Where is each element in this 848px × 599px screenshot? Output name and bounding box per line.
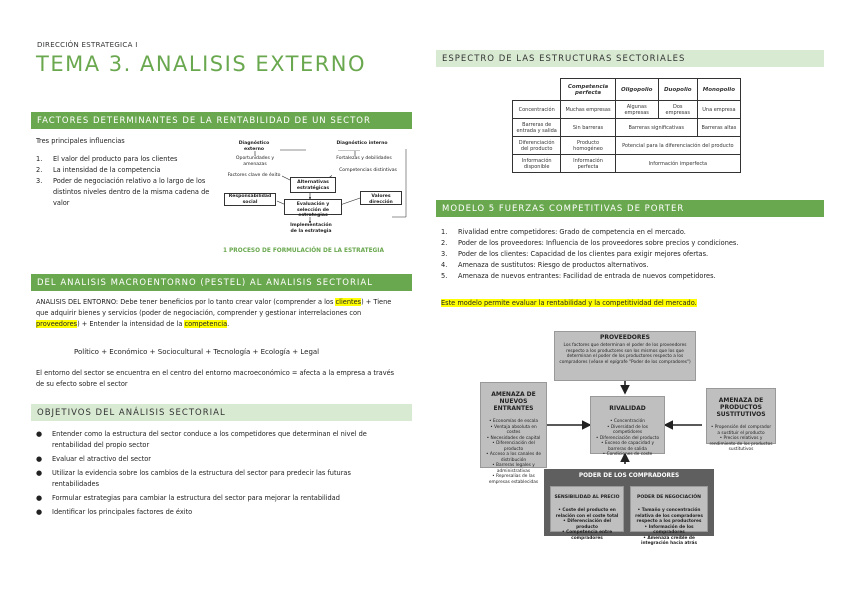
social-responsibility: Responsabilidad social [224,193,276,206]
course-name: DIRECCIÓN ESTRATEGICA I [37,41,138,49]
key-success-factors: Factores clave de éxito [226,173,282,181]
list-item: ● Entender como la estructura del sector conduce a los competidores que determinan el nivel de rentabilidad del propio sector [36,430,367,449]
section-heading-porter: MODELO 5 FUERZAS COMPETITIVAS DE PORTER [436,200,824,217]
list-item: 2. Poder de los proveedores: Influencia de los proveedores sobre precios y condiciones. [441,239,739,247]
table-row: Concentración Muchas empresas Algunas empresas Dos empresas Una empresa [513,101,741,119]
highlight-proveedores: proveedores [36,320,78,328]
strengths-weaknesses: Fortalezas y debilidades [332,156,396,164]
page-title: TEMA 3. ANALISIS EXTERNO [36,52,367,76]
list-item: 1. El valor del producto para los clientes [36,155,178,163]
factors-list [36,154,222,209]
porter-forces-list [441,227,811,282]
diagram-caption: 1 PROCESO DE FORMULACIÓN DE LA ESTRATEGIA [223,248,384,254]
distinctive-competences: Competencias distintivas [332,168,404,176]
section-heading-pestel: DEL ANALISIS MACROENTORNO (PESTEL) AL ANALISIS SECTORIAL [31,274,412,291]
bargaining-power-box: PODER DE NEGOCIACIÓN • Tamaño y concentración relativa de los compradores respecto a los productores • Información de los compradores • Amenaza creíble de integración hacia atrás [630,486,708,532]
column-header: Competencia perfecta [561,79,615,101]
suppliers-box: PROVEEDORES Los factores que determinan el poder de los proveedores respecto a los productores son los mismos que los que determinan el poder de los productores respecto a los compradores (véase el epígrafe "Poder de los compradores") [554,331,696,381]
strategic-alternatives: Alternativas estratégicas [290,177,336,193]
intro-text: Tres principales influencias [36,137,125,145]
list-item: 1. Rivalidad entre competidores: Grado de competencia en el mercado. [441,228,686,236]
buyers-box: PODER DE LOS COMPRADORES SENSIBILIDAD AL PRECIO • Coste del producto en relación con el coste total • Diferenciación del producto • Competencia entre compradores PODER DE NEGOCIACIÓN • Tamaño y concentración relativa de los compradores respecto a los productores • Información de los compradores • Amenaza creíble de integración hacia atrás [544,469,714,536]
section-heading-objetivos: OBJETIVOS DEL ANÁLISIS SECTORIAL [31,404,412,421]
list-item: 3. Poder de negociación relativo a lo largo de los distintos niveles dentro de la misma cadena de valor [36,177,210,207]
list-item: ● Identificar los principales factores de éxito [36,508,193,516]
external-diagnosis: Diagnóstico externo [228,141,280,150]
strategy-evaluation: Evaluación y selección de estrategias [284,199,342,215]
table-row: Diferenciación del producto Producto homogéneo Potencial para la diferenciación del producto [513,137,741,155]
column-header: Duopolio [658,79,697,101]
environment-paragraph: El entorno del sector se encuentra en el centro del entorno macroeconómico = afecta a la empresa a través de su efecto sobre el sector [36,369,395,388]
section-heading-espectro: ESPECTRO DE LAS ESTRUCTURAS SECTORIALES [436,50,824,67]
analysis-paragraph: ANALISIS DEL ENTORNO: Debe tener beneficios por lo tanto crear valor (comprender a los clientes) + Tiene que adquirir bienes y servicios (poder de negociación, comprender y gestionar interrelaciones con proveedores) + Entender la intensidad de la competencia. [36,298,392,328]
column-header: Monopolio [697,79,740,101]
management-values: Valores dirección [360,191,402,205]
list-item: 3. Poder de los clientes: Capacidad de los clientes para exigir mejores ofertas. [441,250,709,258]
strategy-process-diagram [220,137,410,242]
substitutes-box: AMENAZA DE PRODUCTOS SUSTITUTIVOS • Propensión del comprador a sustituir el producto • Precios relativos y rendimiento de los productos sustitutivos [706,388,776,444]
objectives-list [36,429,398,521]
porter-note: Este modelo permite evaluar la rentabilidad y la competitividad del mercado. [441,299,697,307]
list-item: ● Formular estrategias para cambiar la estructura del sector para mejorar la rentabilidad [36,494,340,502]
column-header: Oligopolio [615,79,658,101]
rivalry-box: RIVALIDAD • Concentración • Diversidad de los competidores • Diferenciación del producto • Exceso de capacidad y barreras de salida • Condiciones de coste [590,396,665,454]
porter-diagram [480,331,810,546]
strategy-implementation: Implementación de la estrategia [288,223,334,235]
list-item: ● Utilizar la evidencia sobre los cambios de la estructura del sector para predecir las futuras rentabilidades [36,469,351,488]
table-row: Información disponible Información perfecta Información imperfecta [513,155,741,173]
list-item: 2. La intensidad de la competencia [36,166,161,174]
list-item: 4. Amenaza de sustitutos: Riesgo de productos alternativos. [441,261,649,269]
highlight-competencia: competencia [184,320,228,328]
pestel-formula: Político + Económico + Sociocultural + Tecnología + Ecología + Legal [74,348,320,356]
table-row: Barreras de entrada y salida Sin barreras Barreras significativas Barreras altas [513,119,741,137]
price-sensitivity-box: SENSIBILIDAD AL PRECIO • Coste del producto en relación con el coste total • Diferenciación del producto • Competencia entre compradores [550,486,624,532]
opportunities-threats: Oportunidades y amenazas [230,156,280,168]
internal-diagnosis: Diagnóstico interno [332,141,392,150]
list-item: ● Evaluar el atractivo del sector [36,455,152,463]
section-heading-factores: FACTORES DETERMINANTES DE LA RENTABILIDAD DE UN SECTOR [31,112,412,129]
highlight-clientes: clientes [335,298,362,306]
structures-table [512,78,741,173]
new-entrants-box: AMENAZA DE NUEVOS ENTRANTES • Economías de escala • Ventaja absoluta en costes • Necesidades de capital • Diferenciación del producto • Acceso a los canales de distribución • Barreras legales y administrativas • Represalias de las empresas establecidas [480,382,547,468]
list-item: 5. Amenaza de nuevos entrantes: Facilidad de entrada de nuevos competidores. [441,272,716,280]
